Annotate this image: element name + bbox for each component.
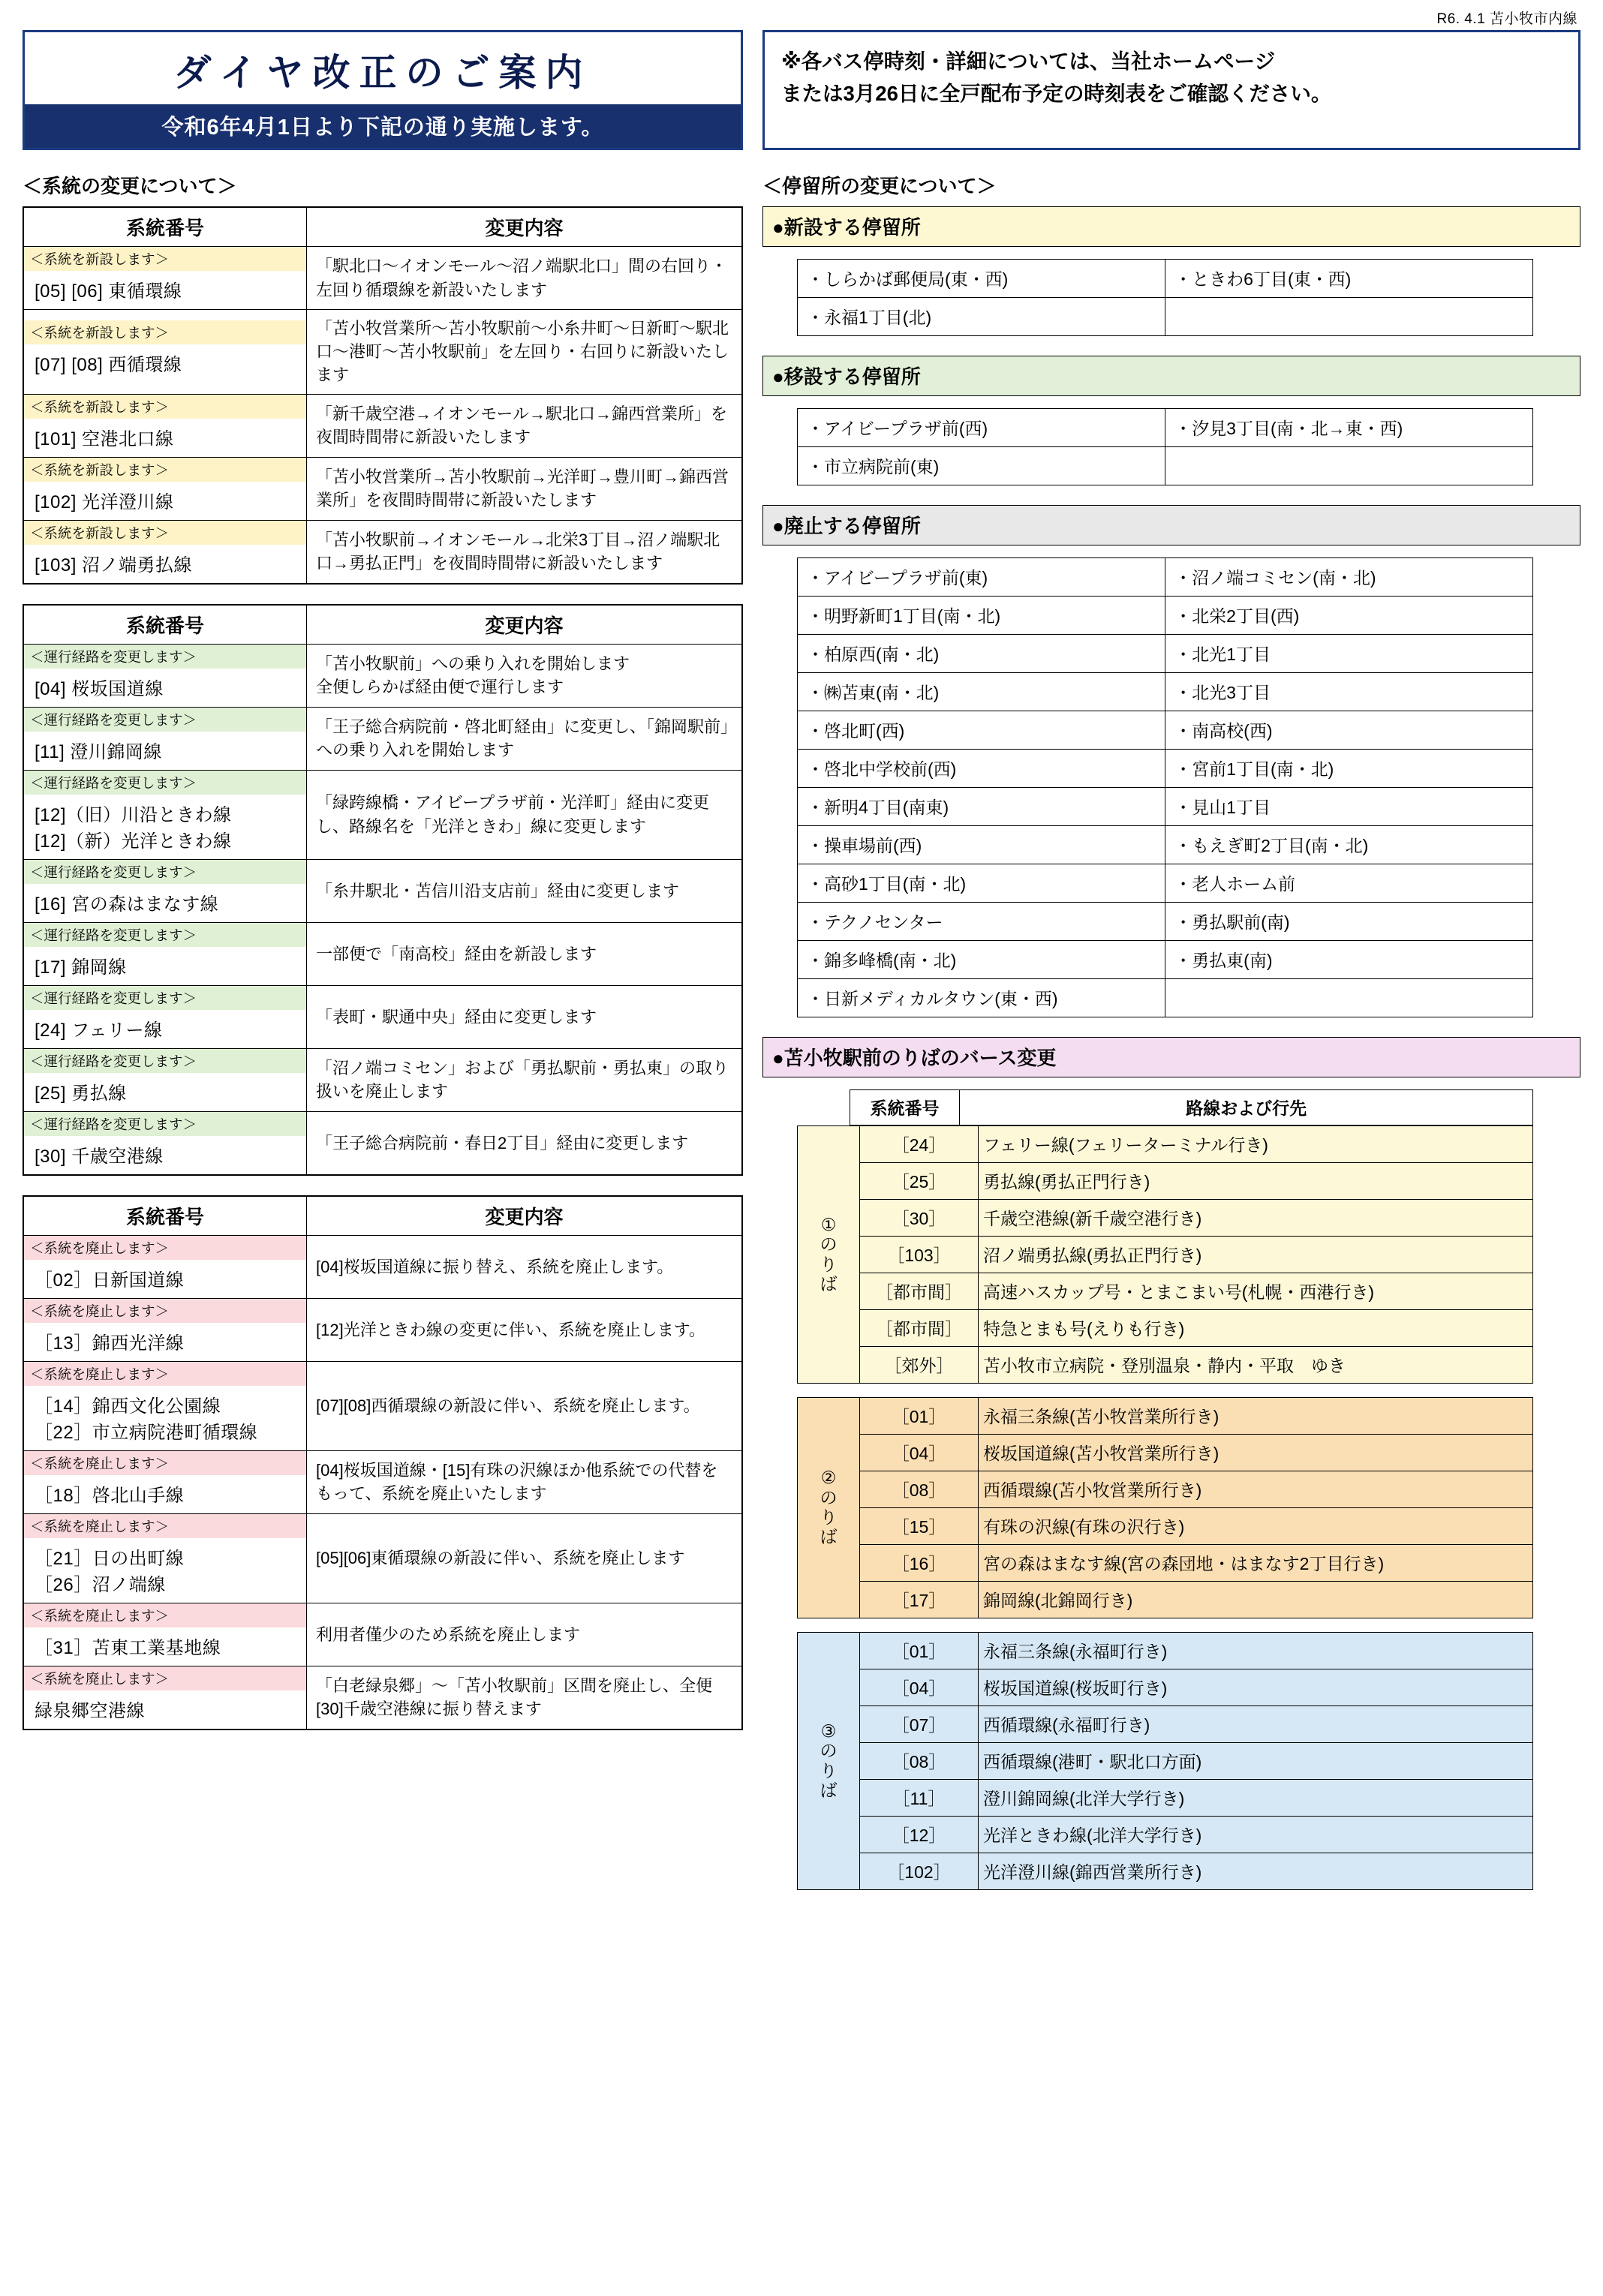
berth-destination: 光洋澄川線(錦西営業所行き) xyxy=(979,1853,1533,1890)
notice-line-2: または3月26日に全戸配布予定の時刻表をご確認ください。 xyxy=(781,81,1332,105)
stop-name: ・南高校(西) xyxy=(1165,711,1533,750)
route-cell xyxy=(23,770,307,859)
table-row xyxy=(798,750,1533,788)
route-cell xyxy=(23,247,307,310)
route-cell xyxy=(23,1450,307,1513)
route-change-table xyxy=(23,206,743,585)
route-name: [25] 勇払線 xyxy=(35,1083,127,1104)
change-description: [04]桜坂国道線に振り替え、系統を廃止します。 xyxy=(307,1235,743,1298)
change-description: [12]光洋ときわ線の変更に伴い、系統を廃止します。 xyxy=(307,1298,743,1361)
table-row xyxy=(798,1633,1533,1669)
berth-route-number: ［08］ xyxy=(860,1743,979,1780)
route-name: [16] 宮の森はまなす線 xyxy=(35,894,219,915)
table-row xyxy=(23,1111,742,1175)
berth-label: ① の り ば xyxy=(798,1126,860,1384)
stop-name: ・永福1丁目(北) xyxy=(798,298,1165,336)
change-type-tag: ＜運行経路を変更します＞ xyxy=(24,986,306,1010)
route-change-table xyxy=(23,1195,743,1730)
table-row xyxy=(23,1235,742,1298)
route-name: [24] フェリー線 xyxy=(35,1020,163,1041)
new-stops-wrap xyxy=(797,259,1580,336)
route-name: [101] 空港北口線 xyxy=(35,428,174,449)
berth-route-number: ［16］ xyxy=(860,1545,979,1582)
route-cell xyxy=(23,985,307,1048)
abolished-stops-table xyxy=(797,557,1533,1017)
berth-route-number: ［12］ xyxy=(860,1817,979,1853)
stop-name: ・北栄2丁目(西) xyxy=(1165,597,1533,635)
berth-route-number: ［08］ xyxy=(860,1471,979,1508)
document-reference: R6. 4.1 苫小牧市内線 xyxy=(1436,11,1577,27)
moved-stops-table xyxy=(797,408,1533,485)
stop-name: ・見山1丁目 xyxy=(1165,788,1533,826)
stop-name: ・もえぎ町2丁目(南・北) xyxy=(1165,826,1533,864)
table-row xyxy=(798,711,1533,750)
change-type-tag: ＜系統を廃止します＞ xyxy=(24,1299,306,1323)
left-column xyxy=(23,171,743,1904)
table-row xyxy=(798,1545,1533,1582)
berth-route-number: ［郊外］ xyxy=(860,1347,979,1384)
change-type-tag: ＜運行経路を変更します＞ xyxy=(24,1112,306,1136)
table-row xyxy=(798,1237,1533,1273)
stop-name: ・啓北町(西) xyxy=(798,711,1165,750)
notice-line-1: ※各バス停時刻・詳細については、当社ホームページ xyxy=(781,50,1276,73)
change-description: 「苫小牧駅前→イオンモール→北栄3丁目→沼ノ端駅北口→勇払正門」を夜間時間帯に新設いたします xyxy=(307,520,743,584)
berth-route-number: ［01］ xyxy=(860,1398,979,1435)
berth-destination: 宮の森はまなす線(宮の森団地・はまなす2丁目行き) xyxy=(979,1545,1533,1582)
table-row xyxy=(798,597,1533,635)
table-row xyxy=(23,457,742,520)
table-row xyxy=(798,1310,1533,1347)
change-type-tag: ＜運行経路を変更します＞ xyxy=(24,923,306,947)
header-notice xyxy=(762,30,1580,150)
berth-group-table xyxy=(797,1632,1533,1890)
change-description: 「王子総合病院前・啓北町経由」に変更し、「錦岡駅前」への乗り入れを開始します xyxy=(307,707,743,770)
abolished-stops-wrap xyxy=(797,557,1580,1017)
table-row xyxy=(798,1435,1533,1471)
berth-route-number: ［102］ xyxy=(860,1853,979,1890)
change-description: 「駅北口～イオンモール～沼ノ端駅北口」間の右回り・左回り循環線を新設いたします xyxy=(307,247,743,310)
stop-name: ・汐見3丁目(南・北→東・西) xyxy=(1165,409,1533,447)
change-type-tag: ＜系統を新設します＞ xyxy=(24,458,306,482)
table-row xyxy=(798,409,1533,447)
stop-name: ・老人ホーム前 xyxy=(1165,864,1533,903)
route-name: ［21］日の出町線 ［26］沼ノ端線 xyxy=(35,1548,185,1595)
route-change-table xyxy=(23,604,743,1176)
route-name: ［18］啓北山手線 xyxy=(35,1485,185,1506)
berth-destination: 沼ノ端勇払線(勇払正門行き) xyxy=(979,1237,1533,1273)
stop-name: ・沼ノ端コミセン(南・北) xyxy=(1165,558,1533,597)
route-cell xyxy=(23,520,307,584)
table-row xyxy=(798,673,1533,711)
berth-destination: 特急とまも号(えりも行き) xyxy=(979,1310,1533,1347)
route-cell xyxy=(23,1361,307,1450)
stop-name-empty xyxy=(1165,979,1533,1017)
route-cell xyxy=(23,859,307,922)
berth-destination: 西循環線(永福町行き) xyxy=(979,1706,1533,1743)
berth-destination: 西循環線(港町・駅北口方面) xyxy=(979,1743,1533,1780)
table-row xyxy=(798,1126,1533,1163)
change-type-tag: ＜運行経路を変更します＞ xyxy=(24,708,306,732)
route-cell xyxy=(23,457,307,520)
berth-destination: 永福三条線(苫小牧営業所行き) xyxy=(979,1398,1533,1435)
stop-name: ・勇払東(南) xyxy=(1165,941,1533,979)
change-type-tag: ＜運行経路を変更します＞ xyxy=(24,860,306,884)
berth-label: ② の り ば xyxy=(798,1398,860,1618)
stop-name: ・新明4丁目(南東) xyxy=(798,788,1165,826)
stop-name: ・アイビープラザ前(西) xyxy=(798,409,1165,447)
table-row xyxy=(23,770,742,859)
stop-name: ・テクノセンター xyxy=(798,903,1165,941)
stop-changes-heading: ＜停留所の変更について＞ xyxy=(762,175,997,197)
berth-destination: 西循環線(苫小牧営業所行き) xyxy=(979,1471,1533,1508)
stop-name: ・㈱苫東(南・北) xyxy=(798,673,1165,711)
page-title: ダイヤ改正のご案内 xyxy=(173,51,592,95)
change-type-tag: ＜系統を廃止します＞ xyxy=(24,1514,306,1538)
stop-name: ・アイビープラザ前(東) xyxy=(798,558,1165,597)
stop-name: ・ときわ6丁目(東・西) xyxy=(1165,260,1533,298)
change-description: [05][06]東循環線の新設に伴い、系統を廃止します xyxy=(307,1513,743,1603)
route-changes-heading: ＜系統の変更について＞ xyxy=(23,175,237,197)
berth-group-table xyxy=(797,1125,1533,1384)
stop-name: ・しらかば郵便局(東・西) xyxy=(798,260,1165,298)
table-row xyxy=(23,644,742,707)
change-type-tag: ＜系統を廃止します＞ xyxy=(24,1362,306,1386)
table-row xyxy=(798,1273,1533,1310)
table-row xyxy=(798,1508,1533,1545)
route-cell xyxy=(23,394,307,457)
berth-wrap xyxy=(797,1089,1580,1890)
table-row xyxy=(798,558,1533,597)
berth-destination: 澄川錦岡線(北洋大学行き) xyxy=(979,1780,1533,1817)
change-type-tag: ＜系統を廃止します＞ xyxy=(24,1451,306,1475)
berth-header-blank xyxy=(797,1090,850,1125)
table-row xyxy=(798,979,1533,1017)
change-type-tag: ＜系統を新設します＞ xyxy=(24,395,306,419)
table-row xyxy=(23,394,742,457)
table-row xyxy=(798,1347,1533,1384)
change-type-tag: ＜系統を廃止します＞ xyxy=(24,1236,306,1260)
col-header-desc: 変更内容 xyxy=(307,1196,743,1236)
change-description: 「新千歳空港→イオンモール→駅北口→錦西営業所」を夜間時間帯に新設いたします xyxy=(307,394,743,457)
table-row xyxy=(798,298,1533,336)
berth-destination: 桜坂国道線(桜坂町行き) xyxy=(979,1669,1533,1706)
new-stops-band: ●新設する停留所 xyxy=(762,206,1580,247)
abolished-stops-band: ●廃止する停留所 xyxy=(762,505,1580,545)
table-row xyxy=(798,1398,1533,1435)
table-row xyxy=(798,826,1533,864)
stop-name: ・北光1丁目 xyxy=(1165,635,1533,673)
change-description: 「苫小牧営業所～苫小牧駅前～小糸井町～日新町～駅北口～港町～苫小牧駅前」を左回り・右回りに新設いたします xyxy=(307,310,743,395)
berth-destination: 桜坂国道線(苫小牧営業所行き) xyxy=(979,1435,1533,1471)
berth-route-number: ［04］ xyxy=(860,1435,979,1471)
col-header-route: 系統番号 xyxy=(23,605,307,645)
stop-name-empty xyxy=(1165,298,1533,336)
berth-change-band: ●苫小牧駅前のりばのバース変更 xyxy=(762,1037,1580,1077)
route-name: ［13］錦西光洋線 xyxy=(35,1333,185,1354)
route-name: ［14］錦西文化公園線 ［22］市立病院港町循環線 xyxy=(35,1396,258,1443)
change-type-tag: ＜系統を新設します＞ xyxy=(24,320,306,344)
berth-destination: 高速ハスカップ号・とまこまい号(札幌・西港行き) xyxy=(979,1273,1533,1310)
stop-name: ・高砂1丁目(南・北) xyxy=(798,864,1165,903)
change-description: 「表町・駅通中央」経由に変更します xyxy=(307,985,743,1048)
berth-route-number: ［04］ xyxy=(860,1669,979,1706)
change-description: 「苫小牧駅前」への乗り入れを開始します 全便しらかば経由便で運行します xyxy=(307,644,743,707)
change-type-tag: ＜運行経路を変更します＞ xyxy=(24,1049,306,1073)
change-description: 「苫小牧営業所→苫小牧駅前→光洋町→豊川町→錦西営業所」を夜間時間帯に新設いたします xyxy=(307,457,743,520)
berth-destination: 錦岡線(北錦岡行き) xyxy=(979,1582,1533,1618)
table-row xyxy=(798,1817,1533,1853)
change-description: 「糸井駅北・苫信川沿支店前」経由に変更します xyxy=(307,859,743,922)
change-description: [07][08]西循環線の新設に伴い、系統を廃止します。 xyxy=(307,1361,743,1450)
table-row xyxy=(23,859,742,922)
table-row xyxy=(798,864,1533,903)
berth-route-number: ［15］ xyxy=(860,1508,979,1545)
table-row xyxy=(23,520,742,584)
berth-route-number: ［都市間］ xyxy=(860,1310,979,1347)
berth-destination: フェリー線(フェリーターミナル行き) xyxy=(979,1126,1533,1163)
route-cell xyxy=(23,1603,307,1666)
table-row xyxy=(23,1298,742,1361)
stop-name: ・北光3丁目 xyxy=(1165,673,1533,711)
document-header xyxy=(23,30,1580,150)
route-name: [30] 千歳空港線 xyxy=(35,1146,164,1167)
route-name: ［31］苫東工業基地線 xyxy=(35,1637,221,1658)
col-header-route: 系統番号 xyxy=(23,1196,307,1236)
change-description: 「緑跨線橋・アイビープラザ前・光洋町」経由に変更し、路線名を「光洋ときわ」線に変更します xyxy=(307,770,743,859)
route-name: [11] 澄川錦岡線 xyxy=(35,741,162,762)
change-type-tag: ＜系統を新設します＞ xyxy=(24,521,306,545)
route-name: [07] [08] 西循環線 xyxy=(35,355,182,376)
berth-destination: 有珠の沢線(有珠の沢行き) xyxy=(979,1508,1533,1545)
table-row xyxy=(23,247,742,310)
table-row xyxy=(798,447,1533,485)
change-description: 「沼ノ端コミセン」および「勇払駅前・勇払東」の取り扱いを廃止します xyxy=(307,1048,743,1111)
right-column xyxy=(762,171,1580,1904)
stop-name: ・明野新町1丁目(南・北) xyxy=(798,597,1165,635)
table-row xyxy=(23,310,742,395)
berth-route-number: ［24］ xyxy=(860,1126,979,1163)
table-row xyxy=(23,1666,742,1730)
page-subtitle: 令和6年4月1日より下記の通り実施します。 xyxy=(25,104,741,148)
header-title-box xyxy=(23,30,743,150)
table-row xyxy=(23,1450,742,1513)
change-type-tag: ＜系統を新設します＞ xyxy=(24,247,306,271)
route-cell xyxy=(23,644,307,707)
table-row xyxy=(23,922,742,985)
col-header-desc: 変更内容 xyxy=(307,207,743,247)
col-header-route: 系統番号 xyxy=(23,207,307,247)
berth-destination: 勇払線(勇払正門行き) xyxy=(979,1163,1533,1200)
moved-stops-wrap xyxy=(797,408,1580,485)
route-name: [04] 桜坂国道線 xyxy=(35,678,164,699)
route-name: [103] 沼ノ端勇払線 xyxy=(35,554,193,576)
table-row xyxy=(798,1163,1533,1200)
stop-name: ・啓北中学校前(西) xyxy=(798,750,1165,788)
berth-route-number: ［07］ xyxy=(860,1706,979,1743)
route-name: [05] [06] 東循環線 xyxy=(35,281,182,302)
table-row xyxy=(23,1603,742,1666)
stop-name: ・錦多峰橋(南・北) xyxy=(798,941,1165,979)
table-row xyxy=(23,1513,742,1603)
route-change-tables xyxy=(23,206,743,1730)
berth-group-table xyxy=(797,1397,1533,1618)
berth-destination: 永福三条線(永福町行き) xyxy=(979,1633,1533,1669)
table-row xyxy=(798,1471,1533,1508)
table-row xyxy=(798,635,1533,673)
berth-route-number: ［01］ xyxy=(860,1633,979,1669)
route-cell xyxy=(23,707,307,770)
route-cell xyxy=(23,1235,307,1298)
stop-name: ・日新メディカルタウン(東・西) xyxy=(798,979,1165,1017)
table-row xyxy=(798,903,1533,941)
change-description: 一部便で「南高校」経由を新設します xyxy=(307,922,743,985)
table-row xyxy=(798,788,1533,826)
route-name: [12]（旧）川沿ときわ線 [12]（新）光洋ときわ線 xyxy=(35,804,232,852)
table-row xyxy=(798,941,1533,979)
berth-route-number: ［25］ xyxy=(860,1163,979,1200)
route-cell xyxy=(23,1666,307,1730)
route-name: 緑泉郷空港線 xyxy=(35,1700,145,1721)
stop-name: ・勇払駅前(南) xyxy=(1165,903,1533,941)
stop-name: ・宮前1丁目(南・北) xyxy=(1165,750,1533,788)
berth-destination: 千歳空港線(新千歳空港行き) xyxy=(979,1200,1533,1237)
table-row xyxy=(798,1200,1533,1237)
table-row xyxy=(23,707,742,770)
table-row xyxy=(23,985,742,1048)
berth-route-number: ［17］ xyxy=(860,1582,979,1618)
change-type-tag: ＜運行経路を変更します＞ xyxy=(24,771,306,795)
berth-route-number: ［103］ xyxy=(860,1237,979,1273)
change-type-tag: ＜系統を廃止します＞ xyxy=(24,1603,306,1627)
table-row xyxy=(23,1361,742,1450)
table-row xyxy=(798,1706,1533,1743)
table-row xyxy=(798,1582,1533,1618)
moved-stops-band: ●移設する停留所 xyxy=(762,356,1580,396)
berth-destination: 苫小牧市立病院・登別温泉・静内・平取 ゆき xyxy=(979,1347,1533,1384)
col-header-desc: 変更内容 xyxy=(307,605,743,645)
berth-header-row xyxy=(797,1089,1533,1125)
route-name: [17] 錦岡線 xyxy=(35,957,127,978)
route-cell xyxy=(23,1298,307,1361)
stop-name: ・操車場前(西) xyxy=(798,826,1165,864)
table-row xyxy=(798,1780,1533,1817)
change-description: 利用者僅少のため系統を廃止します xyxy=(307,1603,743,1666)
table-row xyxy=(798,1669,1533,1706)
change-description: 「王子総合病院前・春日2丁目」経由に変更します xyxy=(307,1111,743,1175)
route-cell xyxy=(23,1048,307,1111)
change-description: 「白老緑泉郷」～「苫小牧駅前」区間を廃止し、全便[30]千歳空港線に振り替えます xyxy=(307,1666,743,1730)
change-type-tag: ＜運行経路を変更します＞ xyxy=(24,645,306,669)
berth-route-number: ［11］ xyxy=(860,1780,979,1817)
change-description: [04]桜坂国道線・[15]有珠の沢線ほか他系統での代替をもって、系統を廃止いたします xyxy=(307,1450,743,1513)
route-cell xyxy=(23,922,307,985)
route-cell xyxy=(23,310,307,395)
table-row xyxy=(798,260,1533,298)
stop-name: ・市立病院前(東) xyxy=(798,447,1165,485)
stop-name-empty xyxy=(1165,447,1533,485)
table-row xyxy=(798,1853,1533,1890)
berth-label: ③ の り ば xyxy=(798,1633,860,1890)
berth-destination: 光洋ときわ線(北洋大学行き) xyxy=(979,1817,1533,1853)
change-type-tag: ＜系統を廃止します＞ xyxy=(24,1666,306,1690)
table-row xyxy=(798,1743,1533,1780)
berth-header-dest: 路線および行先 xyxy=(960,1090,1533,1125)
route-cell xyxy=(23,1111,307,1175)
berth-route-number: ［都市間］ xyxy=(860,1273,979,1310)
berth-groups xyxy=(797,1125,1580,1890)
route-cell xyxy=(23,1513,307,1603)
berth-route-number: ［30］ xyxy=(860,1200,979,1237)
route-name: [102] 光洋澄川線 xyxy=(35,491,174,512)
route-name: ［02］日新国道線 xyxy=(35,1270,185,1291)
table-row xyxy=(23,1048,742,1111)
stop-name: ・柏原西(南・北) xyxy=(798,635,1165,673)
new-stops-table xyxy=(797,259,1533,336)
berth-header-route: 系統番号 xyxy=(850,1090,960,1125)
